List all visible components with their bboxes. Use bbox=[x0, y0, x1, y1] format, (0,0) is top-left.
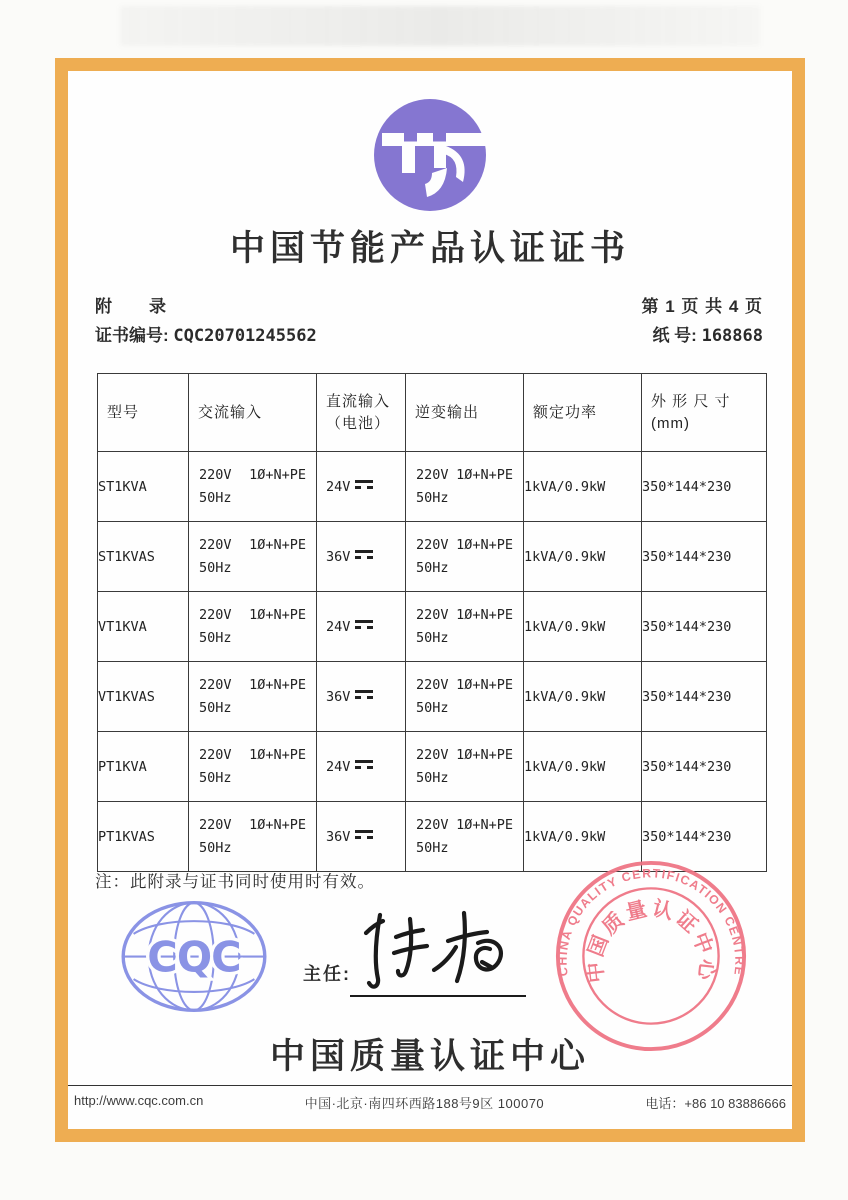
dc-voltage-value: 36V bbox=[326, 548, 351, 565]
cell-inverter-output bbox=[406, 662, 524, 732]
ac-line1 bbox=[199, 537, 306, 553]
voltage-value: 220V bbox=[416, 537, 449, 553]
scan-artifact bbox=[120, 6, 760, 46]
dc-symbol-icon bbox=[355, 760, 373, 769]
ac-cell-content bbox=[189, 607, 316, 646]
certificate-number-label: 证书编号: bbox=[95, 326, 169, 345]
dc-dashed-line bbox=[355, 486, 373, 489]
col-header-text bbox=[406, 402, 523, 424]
ac-line1 bbox=[416, 607, 513, 623]
dc-content bbox=[317, 689, 405, 705]
phase-value: 1Ø+N+PE bbox=[249, 537, 306, 553]
frequency-value: 50Hz bbox=[416, 630, 449, 646]
meta-row-2 bbox=[95, 321, 763, 346]
ac-cell-content bbox=[406, 607, 523, 646]
col-header-line1: 逆变输出 bbox=[415, 403, 480, 421]
table-row bbox=[98, 732, 767, 802]
cell-ac-input bbox=[189, 522, 317, 592]
dc-dashed-line bbox=[355, 696, 373, 699]
footer bbox=[74, 1093, 786, 1112]
cell-inverter-output bbox=[406, 592, 524, 662]
ac-line1 bbox=[199, 607, 306, 623]
col-header-text bbox=[98, 402, 188, 424]
cell-dimensions: 350*144*230 bbox=[642, 452, 767, 522]
phase-value: 1Ø+N+PE bbox=[249, 747, 306, 763]
col-header-text bbox=[189, 402, 316, 424]
dc-solid-line bbox=[355, 830, 373, 833]
cell-model: PT1KVA bbox=[98, 732, 189, 802]
phase-value: 1Ø+N+PE bbox=[456, 747, 513, 763]
ac-cell-content bbox=[406, 537, 523, 576]
cell-dc-input bbox=[317, 662, 406, 732]
paper-number-label: 纸 号: bbox=[652, 326, 697, 345]
dc-symbol-icon bbox=[355, 690, 373, 699]
appendix-label: 附 录 bbox=[95, 297, 167, 316]
cell-dc-input bbox=[317, 802, 406, 872]
director-signature bbox=[352, 903, 528, 999]
cell-model: VT1KVAS bbox=[98, 662, 189, 732]
table-row bbox=[98, 662, 767, 732]
cell-dimensions: 350*144*230 bbox=[642, 802, 767, 872]
energy-conservation-icon bbox=[370, 95, 490, 215]
dc-content bbox=[317, 619, 405, 635]
header-row bbox=[98, 374, 767, 452]
voltage-value: 220V bbox=[199, 607, 232, 623]
col-header-4 bbox=[524, 374, 642, 452]
voltage-value: 220V bbox=[416, 467, 449, 483]
dc-symbol-icon bbox=[355, 620, 373, 629]
cell-dimensions: 350*144*230 bbox=[642, 732, 767, 802]
cell-dc-input bbox=[317, 522, 406, 592]
frequency-value: 50Hz bbox=[416, 490, 449, 506]
col-header-line2: （电池） bbox=[326, 414, 391, 432]
dc-voltage-value: 36V bbox=[326, 688, 351, 705]
ac-line1 bbox=[416, 677, 513, 693]
cell-rated-power: 1kVA/0.9kW bbox=[524, 452, 642, 522]
phase-value: 1Ø+N+PE bbox=[456, 467, 513, 483]
dc-solid-line bbox=[355, 690, 373, 693]
ac-line1 bbox=[199, 677, 306, 693]
cell-dc-input bbox=[317, 592, 406, 662]
dc-content bbox=[317, 829, 405, 845]
cell-rated-power: 1kVA/0.9kW bbox=[524, 662, 642, 732]
validity-note: 注：此附录与证书同时使用时有效。 bbox=[95, 873, 375, 891]
cell-ac-input bbox=[189, 802, 317, 872]
cqc-seal-stamp bbox=[553, 858, 749, 1054]
cell-dimensions: 350*144*230 bbox=[642, 522, 767, 592]
cqc-globe-icon bbox=[118, 898, 270, 1016]
ac-cell-content bbox=[406, 467, 523, 506]
footer-phone: 电话：+86 10 83886666 bbox=[645, 1096, 786, 1111]
cell-rated-power: 1kVA/0.9kW bbox=[524, 732, 642, 802]
certificate-frame bbox=[55, 58, 805, 1142]
cqc-logo-text: CQC bbox=[147, 932, 241, 982]
cell-rated-power: 1kVA/0.9kW bbox=[524, 802, 642, 872]
phase-value: 1Ø+N+PE bbox=[456, 817, 513, 833]
voltage-value: 220V bbox=[416, 817, 449, 833]
frequency-value: 50Hz bbox=[199, 840, 232, 856]
table-row bbox=[98, 452, 767, 522]
ac-cell-content bbox=[406, 747, 523, 786]
paper-number bbox=[652, 321, 763, 346]
frequency-value: 50Hz bbox=[199, 630, 232, 646]
phase-value: 1Ø+N+PE bbox=[249, 607, 306, 623]
cell-ac-input bbox=[189, 662, 317, 732]
dc-content bbox=[317, 759, 405, 775]
cell-dc-input bbox=[317, 452, 406, 522]
dc-solid-line bbox=[355, 620, 373, 623]
dc-dashed-line bbox=[355, 836, 373, 839]
ac-cell-content bbox=[189, 467, 316, 506]
phase-value: 1Ø+N+PE bbox=[249, 817, 306, 833]
phase-value: 1Ø+N+PE bbox=[249, 467, 306, 483]
frequency-value: 50Hz bbox=[416, 560, 449, 576]
certificate-number bbox=[95, 321, 317, 346]
cell-ac-input bbox=[189, 592, 317, 662]
dc-solid-line bbox=[355, 760, 373, 763]
col-header-line2: (mm) bbox=[651, 414, 690, 432]
cell-ac-input bbox=[189, 452, 317, 522]
voltage-value: 220V bbox=[199, 467, 232, 483]
cell-dc-input bbox=[317, 732, 406, 802]
col-header-line1: 外 形 尺 寸 bbox=[651, 392, 731, 410]
phase-value: 1Ø+N+PE bbox=[456, 677, 513, 693]
ac-cell-content bbox=[189, 747, 316, 786]
dc-dashed-line bbox=[355, 556, 373, 559]
cell-inverter-output bbox=[406, 522, 524, 592]
voltage-value: 220V bbox=[199, 537, 232, 553]
page-number: 第 1 页 共 4 页 bbox=[641, 297, 763, 316]
table-row bbox=[98, 592, 767, 662]
ac-cell-content bbox=[189, 677, 316, 716]
voltage-value: 220V bbox=[199, 677, 232, 693]
dc-content bbox=[317, 549, 405, 565]
dc-dashed-line bbox=[355, 766, 373, 769]
dc-solid-line bbox=[355, 480, 373, 483]
col-header-line1: 型号 bbox=[107, 403, 140, 421]
cell-dimensions: 350*144*230 bbox=[642, 662, 767, 732]
dc-voltage-value: 36V bbox=[326, 828, 351, 845]
dc-voltage-value: 24V bbox=[326, 478, 351, 495]
ac-line1 bbox=[416, 537, 513, 553]
certificate-title: 中国节能产品认证证书 bbox=[229, 229, 630, 268]
ac-cell-content bbox=[406, 817, 523, 856]
director-label: 主任: bbox=[303, 964, 351, 984]
col-header-2 bbox=[317, 374, 406, 452]
col-header-text bbox=[524, 402, 641, 424]
voltage-value: 220V bbox=[416, 677, 449, 693]
voltage-value: 220V bbox=[199, 747, 232, 763]
cell-model: VT1KVA bbox=[98, 592, 189, 662]
cell-model: PT1KVAS bbox=[98, 802, 189, 872]
footer-address: 中国·北京·南四环西路188号9区 100070 bbox=[304, 1096, 545, 1111]
frequency-value: 50Hz bbox=[199, 560, 232, 576]
meta-row-1 bbox=[95, 292, 763, 317]
frequency-value: 50Hz bbox=[416, 770, 449, 786]
col-header-text bbox=[317, 391, 405, 435]
phase-value: 1Ø+N+PE bbox=[456, 607, 513, 623]
phase-value: 1Ø+N+PE bbox=[249, 677, 306, 693]
col-header-3 bbox=[406, 374, 524, 452]
footer-url: http://www.cqc.com.cn bbox=[74, 1093, 204, 1108]
cell-inverter-output bbox=[406, 802, 524, 872]
cell-rated-power: 1kVA/0.9kW bbox=[524, 522, 642, 592]
dc-symbol-icon bbox=[355, 830, 373, 839]
frequency-value: 50Hz bbox=[416, 700, 449, 716]
voltage-value: 220V bbox=[416, 607, 449, 623]
cell-ac-input bbox=[189, 732, 317, 802]
voltage-value: 220V bbox=[416, 747, 449, 763]
organization-name: 中国质量认证中心 bbox=[269, 1037, 590, 1076]
phase-value: 1Ø+N+PE bbox=[456, 537, 513, 553]
ac-line1 bbox=[416, 467, 513, 483]
ac-cell-content bbox=[189, 537, 316, 576]
cell-rated-power: 1kVA/0.9kW bbox=[524, 592, 642, 662]
ac-line1 bbox=[199, 817, 306, 833]
frequency-value: 50Hz bbox=[199, 490, 232, 506]
cell-model: ST1KVAS bbox=[98, 522, 189, 592]
stamp-inner-text: 中国质量认证中心 bbox=[583, 896, 719, 984]
frequency-value: 50Hz bbox=[199, 770, 232, 786]
certificate-number-value: CQC20701245562 bbox=[173, 326, 317, 346]
dc-solid-line bbox=[355, 550, 373, 553]
col-header-text bbox=[642, 391, 766, 435]
frequency-value: 50Hz bbox=[199, 700, 232, 716]
ac-cell-content bbox=[406, 677, 523, 716]
dc-voltage-value: 24V bbox=[326, 618, 351, 635]
dc-symbol-icon bbox=[355, 550, 373, 559]
cell-inverter-output bbox=[406, 732, 524, 802]
spec-table bbox=[97, 373, 767, 872]
col-header-line1: 额定功率 bbox=[533, 403, 598, 421]
ac-line1 bbox=[416, 747, 513, 763]
ac-line1 bbox=[416, 817, 513, 833]
cell-dimensions: 350*144*230 bbox=[642, 592, 767, 662]
col-header-5 bbox=[642, 374, 767, 452]
cell-inverter-output bbox=[406, 452, 524, 522]
frequency-value: 50Hz bbox=[416, 840, 449, 856]
table-row bbox=[98, 522, 767, 592]
dc-voltage-value: 24V bbox=[326, 758, 351, 775]
dc-symbol-icon bbox=[355, 480, 373, 489]
cell-model: ST1KVA bbox=[98, 452, 189, 522]
col-header-line1: 交流输入 bbox=[198, 403, 263, 421]
ac-cell-content bbox=[189, 817, 316, 856]
col-header-line1: 直流输入 bbox=[326, 392, 391, 410]
voltage-value: 220V bbox=[199, 817, 232, 833]
dc-content bbox=[317, 479, 405, 495]
ac-line1 bbox=[199, 747, 306, 763]
col-header-1 bbox=[189, 374, 317, 452]
stamp-outer-text: CHINA QUALITY CERTIFICATION CENTRE bbox=[555, 866, 747, 978]
dc-dashed-line bbox=[355, 626, 373, 629]
ac-line1 bbox=[199, 467, 306, 483]
spec-table-head bbox=[98, 374, 767, 452]
spec-table-body bbox=[98, 452, 767, 872]
footer-divider bbox=[68, 1085, 792, 1086]
col-header-0 bbox=[98, 374, 189, 452]
paper-number-value: 168868 bbox=[701, 326, 763, 346]
